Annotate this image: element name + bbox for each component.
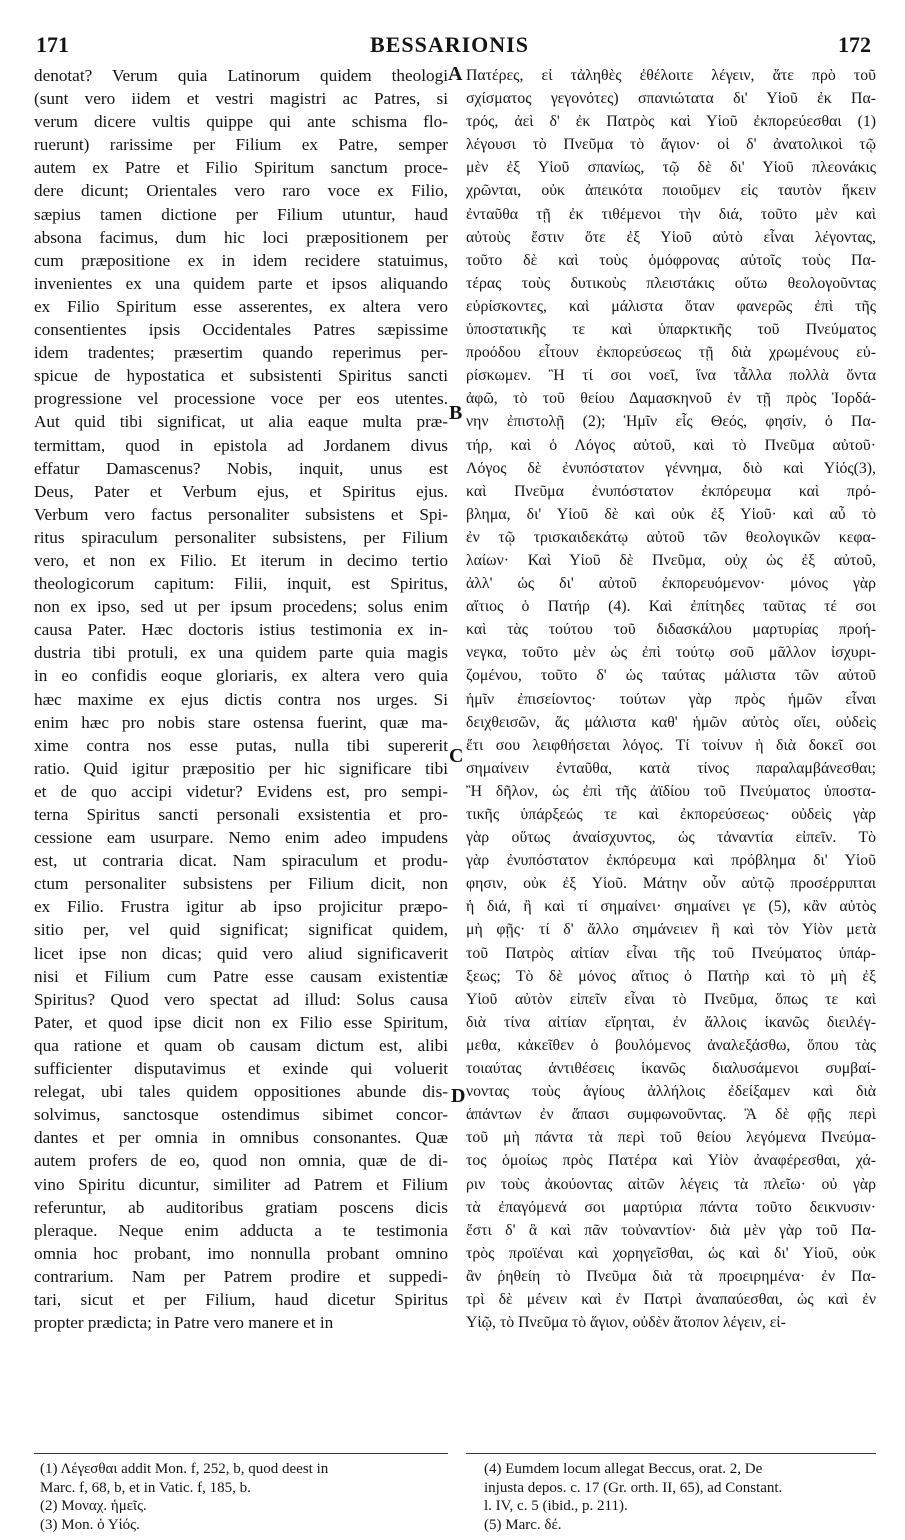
text-line: καὶ Πνεῦμα ἐνυπόστατον ἐκπόρευμα καὶ πρό- <box>466 482 876 500</box>
text-line: ὑποστατικῆς τε καὶ ὑπαρκτικῆς τοῦ Πνεύματος <box>466 321 876 339</box>
footnote: (2) Μοναχ. ἡμεῖς. <box>40 1498 147 1514</box>
text-line: absona facimus, dum hic loci præpositionem per <box>34 227 448 247</box>
text-line: τρός, ἀεὶ δ' ἐκ Πατρὸς καὶ Υἱοῦ ἐκπορεύεσθαι (1) <box>466 113 876 131</box>
text-line: ἀφῶ, τὸ τοῦ θείου Δαμασκηνοῦ ἐν τῇ πρὸς Ἰορδά- <box>466 390 876 408</box>
text-line: tari, sicut et per Filium, haud dicetur Spiritus <box>34 1289 448 1309</box>
text-line: Υἱῷ, τὸ Πνεῦμα τὸ ἅγιον, οὐδὲν ἄτοπον λέγειν, εἰ- <box>466 1314 786 1332</box>
text-line: ctum personaliter subsistens per Filium dicit, non <box>34 874 448 894</box>
text-line: διὰ τίνα αἰτίαν εἴρηται, ἐν ἄλλοις ἱκανῶς διειλέγ- <box>466 1013 876 1031</box>
text-line: referuntur, ab auditoribus gratiam poscens dicis <box>34 1197 448 1217</box>
text-line: τέρας τοὺς δυτικοὺς πλειστάκις οὕτω θεολογοῦντας <box>466 274 876 292</box>
text-line: cessione eam usurpare. Nemo enim adeo impudens <box>34 828 448 848</box>
text-line: καὶ τὰς τούτου τοῦ διδασκάλου μαρτυρίας προή- <box>466 621 876 639</box>
text-line: ρίσκωμεν. Ἢ τί σοι νοεῖ, ἵνα τἆλλα πολλὰ ὄντα <box>466 367 876 385</box>
running-header <box>26 28 873 64</box>
text-line: xime contra nos esse putas, nulla tibi supererit <box>34 735 448 755</box>
text-line: λαίων· Καὶ Υἱοῦ δὲ Πνεῦμα, οὐχ ὡς ἐξ αὐτοῦ, <box>466 551 876 569</box>
text-line: non ex ipso, sed ut per ipsum procedens; solus enim <box>34 597 448 617</box>
text-line: τήρ, καὶ ὁ Λόγος αὐτοῦ, καὶ τὸ Πνεῦμα αὐτοῦ· <box>466 436 876 454</box>
text-line: νεγκα, τοῦτο μὲν ὡς ἐπὶ τούτῳ σοῦ μᾶλλον ἰσχυρι- <box>466 644 876 662</box>
text-line: hæc maxime ex ejus dictis contra nos urges. Si <box>34 689 448 709</box>
footnote: Marc. f, 68, b, et in Vatic. f, 185, b. <box>40 1479 251 1496</box>
text-line: est, ut contraria dicat. Nam spiraculum et produ- <box>34 851 448 871</box>
footnote: (3) Mon. ὁ Υἱός. <box>40 1516 140 1533</box>
margin-marker-d: D <box>451 1085 466 1107</box>
text-line: Pater, et quod ipse dicit non ex Filio esse Spiritum, <box>34 1012 448 1032</box>
text-line: ritus spiraculum personaliter subsistens, per Filium <box>34 527 448 547</box>
left-page-number: 171 <box>36 32 69 57</box>
text-line: νοντας τοὺς ἁγίους ἀλλήλοις ἐδείξαμεν καὶ διὰ <box>466 1083 876 1101</box>
text-line: μὲν ἐξ Υἱοῦ σπανίως, τῷ δὲ δι' Υἱοῦ πλεονάκις <box>466 159 876 177</box>
text-line: ex Filio Spiritum esse asserentes, ex altera vero <box>34 296 448 316</box>
text-line: εὑρίσκοντες, καὶ μάλιστα ὅταν φανερῶς ἐπὶ τῆς <box>466 297 876 315</box>
footnote-rule-left <box>34 1453 448 1454</box>
text-line: omnia hoc probant, imo nonnulla probant omnino <box>34 1243 448 1263</box>
text-line: ἔτι σου λειφθήσεται λόγος. Τί τοίνυν ἡ διὰ δοκεῖ σοι <box>466 736 876 754</box>
text-line: τρὶ δὲ μένειν καὶ ἐν Πατρὶ ἀναπαύεσθαι, ὡς καὶ ἐν <box>466 1290 876 1308</box>
text-line: ratio. Quid igitur præpositio per hic significare tibi <box>34 758 448 778</box>
text-line: nisi et Filium cum Patre esse causam existentiæ <box>34 966 448 986</box>
text-line: ἡ διά, ἢ καὶ τί σημαίνει· σημαίνει γε (5), κἂν αὐτὸς <box>466 898 876 916</box>
text-line: autem ex Patre et Filio Spiritum sanctum proce- <box>34 158 448 178</box>
margin-marker-a: A <box>448 63 463 85</box>
text-line: ριν τοὺς ἀκούοντας αἰτῶν λέγεις τὰ πλεῖω· οὐ γὰρ <box>466 1175 876 1193</box>
text-line: theologicorum capitum: Filii, inquit, est Spiritus, <box>34 574 448 594</box>
text-line: Πατέρες, εἰ τἀληθὲς ἐθέλοιτε λέγειν, ἅτε πρὸ τοῦ <box>466 67 876 84</box>
text-line: causa Pater. Hæc doctoris istius testimonia ex in- <box>34 620 448 640</box>
text-line: propter prædicta; in Patre vero manere et in <box>34 1313 334 1333</box>
text-line: sitio per, vel quid significat; significat quidem, <box>34 920 448 940</box>
text-line: δειχθεισῶν, ἅς μάλιστα καθ' ἡμῶν αὐτὸς οἴει, οὐδεὶς <box>466 713 876 731</box>
text-line: consentientes ipsis Occidentales Patres sæpissime <box>34 320 448 340</box>
text-line: Υἱοῦ αὐτὸν εἰπεῖν εἶναι τὸ Πνεῦμα, ὅπως τε καὶ <box>466 990 876 1008</box>
text-line: ξεως; Τὸ δὲ μόνος αἴτιος ὁ Πατὴρ καὶ τὸ μὴ ἐξ <box>466 967 876 985</box>
footnotes-right <box>484 1460 876 1534</box>
text-line: sufficienter disputavimus et exinde qui voluerit <box>34 1059 448 1079</box>
text-line: in eo confidis eoque gloriaris, ex altera vero quia <box>34 666 448 686</box>
text-line: effatur Damascenus? Nobis, inquit, unus est <box>34 458 448 478</box>
text-line: προόδου εἶτουν ἐκπορεύσεως τῇ διὰ χρωμένους εὑ- <box>466 344 876 362</box>
text-line: αὐτοὺς ἔστιν ὅτε ἐξ Υἱοῦ αὐτὸ εἶναι λέγοντας, <box>466 228 876 246</box>
text-line: σχίσματος γεγονότες) σπανιώτατα δι' Υἱοῦ ἐκ Πα- <box>466 90 876 108</box>
text-line: (sunt vero iidem et vestri magistri ac Patres, si <box>34 89 448 109</box>
footnote: (5) Marc. δέ. <box>484 1516 562 1533</box>
right-page-number: 172 <box>838 32 871 57</box>
text-line: χρῶνται, οὐκ ἀπεικότα ποιοῦμεν εἰς ταυτὸν ἥκειν <box>466 182 876 200</box>
text-line: ἁπάντων ἐν ἅπασι συμφωνοῦντας. Ἃ δὲ φῇς περὶ <box>466 1106 876 1124</box>
text-line: spicue de hypostatica et subsistenti Spiritus sancti <box>34 366 448 386</box>
margin-marker-b: B <box>449 402 463 424</box>
text-line: enim hæc pro nobis stare ostensa fuerint, quæ ma- <box>34 712 448 732</box>
text-line: τρὸς προϊέναι καὶ χορηγεῖσθαι, ὡς καὶ δι' Υἱοῦ, οὐκ <box>466 1244 876 1262</box>
text-line: Λόγος δὲ ἐνυπόστατον γέννημα, διὸ καὶ Υἱός(3), <box>466 459 876 477</box>
running-title: BESSARIONIS <box>370 32 529 57</box>
text-line: vino Spiritu dicuntur, similiter ad Patrem et Filium <box>34 1174 448 1194</box>
text-line: ἀλλ' ὡς δι' αὐτοῦ ἐκπορευόμενον· μόνος γὰρ <box>466 575 876 593</box>
text-line: termittam, quod in epistola ad Jordanem divus <box>34 435 448 455</box>
text-line: Verbum vero factus personaliter subsistens et Spi- <box>34 504 448 524</box>
text-line: βλημα, δι' Υἱοῦ δὲ καὶ οὐκ ἐξ Υἱοῦ· καὶ αὖ τὸ <box>466 505 876 523</box>
greek-text-column <box>466 64 876 1334</box>
text-line: dustria tibi protuli, ex una quidem parte quia magis <box>34 643 448 663</box>
text-line: γὰρ ἐνυπόστατον ἐκπόρευμα καὶ πρόβλημα δι' Υἱοῦ <box>466 852 876 870</box>
text-line: dantes et per omnia in omnibus consonantes. Quæ <box>34 1128 448 1148</box>
text-line: Aut quid tibi significat, ut alia eaque multa præ- <box>34 412 448 432</box>
text-line: νην ἐπιστολῇ (2); Ἡμῖν εἷς Θεός, φησίν, ὁ Πα- <box>466 413 876 431</box>
text-line: τικῆς ὑπάρξεώς τε καὶ ἐκπορεύσεως· οὐδεὶς γὰρ <box>466 806 876 823</box>
text-line: terna Spiritus sancti personali exsistentia et pro- <box>34 805 448 824</box>
latin-text-column <box>34 64 448 1334</box>
text-line: τοιαύτας ἀντιθέσεις ἱκανῶς διαλυσάμενοι συμβαί- <box>466 1060 876 1078</box>
text-line: sæpius tamen dictione per Filium utuntur, haud <box>34 204 448 224</box>
text-line: qua ratione et quam ob causam dictum est, alibi <box>34 1035 448 1055</box>
text-line: et de quo accipi videtur? Evidens est, pro sempi- <box>34 781 448 801</box>
text-line: λέγουσι τὸ Πνεῦμα τὸ ἅγιον· οἱ δ' ἀνατολικοὶ τῷ <box>466 136 876 154</box>
footnote: (1) Λέγεσθαι addit Mon. f, 252, b, quod deest in <box>40 1461 329 1477</box>
text-line: τὰ ἐπαγόμενά σοι μαρτύρια πάντα τοῦτο δεικνυσιν· <box>466 1198 876 1216</box>
text-line: Ἢ δῆλον, ὡς ἐπὶ τῆς ἀϊδίου τοῦ Πνεύματος ὑποστα- <box>466 782 876 800</box>
text-line: ex Filio. Frustra igitur ab ipso projicitur præpo- <box>34 897 448 917</box>
text-line: ἡμῖν ἐπισείοντος· τούτων γὰρ πρὸς ἡμῶν εἶναι <box>466 690 876 708</box>
text-line: progressione vel processione voce per eos utentes. <box>34 389 448 409</box>
text-line: σημαίνειν ἐνταῦθα, κατὰ τίνος παραλαμβάνεσθαι; <box>466 759 876 777</box>
text-line: τοῦ Πατρὸς αἰτίαν εἶναι τῆς τοῦ Πνεύματος ὑπάρ- <box>466 944 876 962</box>
text-line: licet ipse non dicas; quid vero aliud significaverit <box>34 943 448 963</box>
text-line: μὴ φῇς· τί δ' ἄλλο σημάνειεν ἢ καὶ τὸν Υἱὸν μετὰ <box>466 921 876 939</box>
text-line: τοῦ μὴ πάντα τὰ περὶ τοῦ θείου λεγόμενα Πνεύμα- <box>466 1129 876 1147</box>
footnote-rule-right <box>466 1453 876 1454</box>
text-line: φησιν, οὐκ ἐξ Υἱοῦ. Μάτην οὖν αὐτῷ προσέρριπται <box>466 875 876 893</box>
text-line: contrarium. Nam per Patrem prodire et suppedi- <box>34 1266 448 1286</box>
text-line: Deus, Pater et Verbum ejus, et Spiritus ejus. <box>34 481 448 501</box>
text-line: αἴτιος ὁ Πατήρ (4). Καὶ ἐπίτηδες ταῦτας τέ σοι <box>466 598 876 616</box>
text-line: solvimus, sanctosque ostendimus sibimet concor- <box>34 1105 448 1125</box>
text-line: idem tradentes; præsertim quando reperimus per- <box>34 343 448 363</box>
text-line: autem profers de eo, quod non omnia, quæ de di- <box>34 1151 448 1171</box>
text-line: ruerunt) rarissime per Filium ex Patre, semper <box>34 135 448 155</box>
text-line: τος ὁμοίως πρὸς Πατέρα καὶ Υἱὸν ἀναφέρεσθαι, χά- <box>466 1152 876 1170</box>
text-line: verum dicere vultis quippe qui ante schisma flo- <box>34 112 448 132</box>
text-line: ἐνταῦθα τῇ ἐκ τιθέμενοι τὴν διά, τοῦτο μὲν καὶ <box>466 205 876 223</box>
margin-marker-c: C <box>449 745 464 767</box>
text-line: ζομένου, τοῦτο δ' ὡς ταύτας μάλιστα τῶν αὐτοῦ <box>466 667 876 685</box>
text-line: ἂν ῥηθείη τὸ Πνεῦμα διὰ τὰ προειρημένα· ἐν Πα- <box>466 1267 876 1285</box>
text-line: γὰρ οὕτως ἀναίσχυντος, ὡς τἀναντία εἰπεῖν. Τὸ <box>466 829 876 847</box>
text-line: relegat, ubi tales quidem oppositiones abunde dis- <box>34 1082 448 1102</box>
footnotes-left <box>40 1460 448 1534</box>
text-line: denotat? Verum quia Latinorum quidem theologi <box>34 66 448 85</box>
text-line: ἔστι δ' ἃ καὶ πᾶν τοὐναντίον· διὰ μὲν γὰρ τοῦ Πα- <box>466 1221 876 1239</box>
footnote: (4) Eumdem locum allegat Beccus, orat. 2, De <box>484 1461 763 1477</box>
footnote: l. IV, c. 5 (ibid., p. 211). <box>484 1498 628 1514</box>
text-line: dere dicunt; Orientales vero raro voce ex Filio, <box>34 181 448 201</box>
text-line: invenientes ex una quidem parte et ipsos aliquando <box>34 273 448 293</box>
footnote: injusta depos. c. 17 (Gr. orth. II, 65), ad Constant. <box>484 1479 783 1496</box>
text-line: vero, et non ex Filio. Et iterum in decimo tertio <box>34 550 448 570</box>
text-line: ἐν τῷ τρισκαιδεκάτῳ αὐτοῦ τῶν θεολογικῶν κεφα- <box>466 528 876 546</box>
text-line: pleraque. Neque enim adducta a te testimonia <box>34 1220 448 1240</box>
text-line: τοῦτο δὲ καὶ τοὺς ὁμόφρονας αὐτοῖς τοὺς Πα- <box>466 251 876 269</box>
text-line: cum præpositione ex in idem recidere statuimus, <box>34 250 448 270</box>
text-line: Spiritus? Quod vero spectat ad illud: Solus causa <box>34 989 448 1009</box>
text-line: μεθα, κἀκεῖθεν ὁ βουλόμενος ἀναλεξάσθω, ὅπου τὰς <box>466 1036 876 1054</box>
